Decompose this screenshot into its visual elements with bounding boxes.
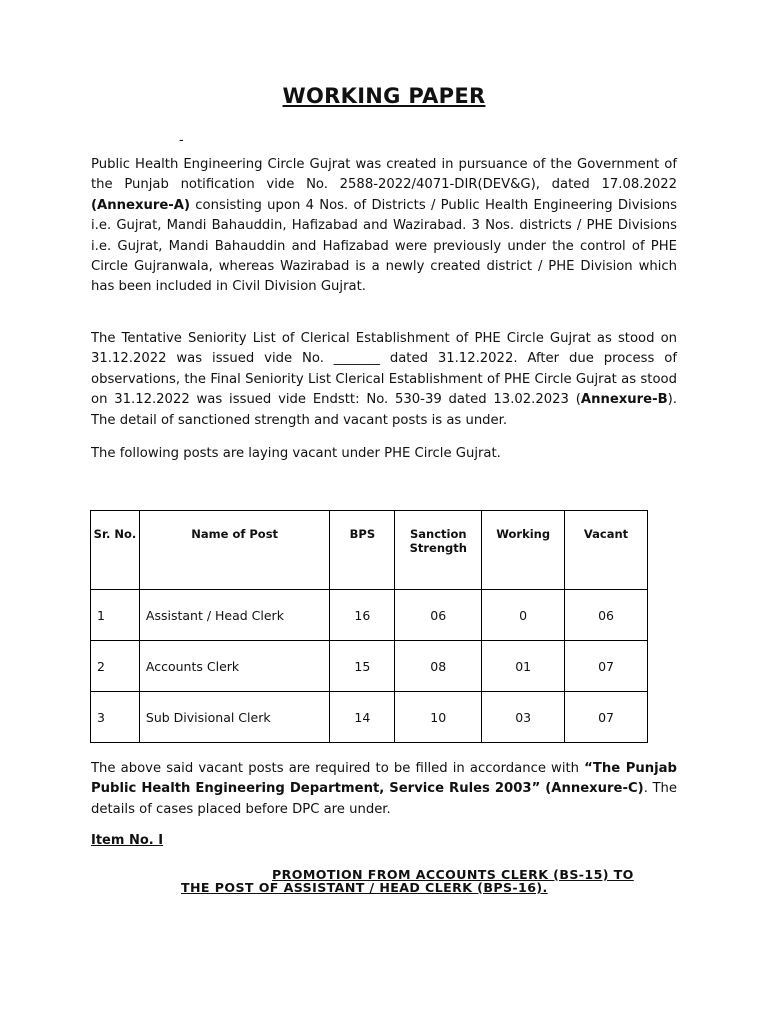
intro-paragraph [91, 155, 677, 298]
cell-sr: 2 [91, 641, 140, 692]
cell-working: 01 [482, 641, 565, 692]
vacant-posts-table [90, 510, 648, 743]
seniority-text-a: The Tentative Seniority List of Clerical Establishment of PHE Circle Gujrat as stood on 31.12.2022 was issued vide No. _______ dated 31.12.2022. After due process of observations, the Final Seniority List Clerical Establishment of PHE Circle Gujrat as stood on 31.12.2022 was issued vide Endstt: No. 530-39 dated 13.02.2023 ( [91, 331, 677, 408]
cell-sr: 3 [91, 692, 140, 743]
cell-post-name: Sub Divisional Clerk [139, 692, 330, 743]
cell-vacant: 06 [565, 590, 648, 641]
header-sanction-strength: Sanction Strength [395, 511, 482, 590]
intro-text-b: consisting upon 4 Nos. of Districts / Public Health Engineering Divisions i.e. Gujrat, Mandi Bahauddin, Hafizabad and Wazirabad. 3 Nos. districts / PHE Divisions i.e. Gujrat, Mandi Bahauddin and Hafizabad were previously under the control of PHE Circle Gujranwala, whereas Wazirabad is a newly created district / PHE Division which has been included in Civil Division Gujrat. [91, 197, 677, 295]
annexure-c-ref: “The Punjab Public Health Engineering Department, Service Rules 2003” (Annexure-C) [91, 761, 677, 797]
annexure-b-ref: Annexure-B [580, 392, 668, 408]
table-row [91, 692, 648, 743]
cell-sr: 1 [91, 590, 140, 641]
intro-text-a: Public Health Engineering Circle Gujrat was created in pursuance of the Government of the Punjab notification vide No. 2588-2022/4071-DIR(DEV&G), dated 17.08.2022 [91, 157, 677, 193]
cell-sanction: 06 [395, 590, 482, 641]
header-sr-no: Sr. No. [91, 511, 140, 590]
table-header-row [91, 511, 648, 590]
header-vacant: Vacant [565, 511, 648, 590]
table-row [91, 590, 648, 641]
annexure-a-ref: (Annexure-A) [91, 197, 191, 213]
cell-post-name: Accounts Clerk [139, 641, 330, 692]
cell-post-name: Assistant / Head Clerk [139, 590, 330, 641]
seniority-text-b: ). The detail of sanctioned strength and vacant posts is as under. [91, 392, 677, 428]
cell-working: 0 [482, 590, 565, 641]
promotion-heading-line1: PROMOTION FROM ACCOUNTS CLERK (BS-15) TO [272, 867, 634, 882]
cell-bps: 15 [330, 641, 395, 692]
cell-sanction: 10 [395, 692, 482, 743]
cell-working: 03 [482, 692, 565, 743]
seniority-paragraph [91, 329, 677, 431]
cell-vacant: 07 [565, 692, 648, 743]
rules-text-b: . The details of cases placed before DPC are under. [91, 781, 677, 817]
rules-text-a: The above said vacant posts are required to be filled in accordance with [91, 761, 585, 776]
vacant-posts-intro: The following posts are laying vacant under PHE Circle Gujrat. [91, 446, 501, 461]
page-title: WORKING PAPER [282, 84, 486, 108]
cell-vacant: 07 [565, 641, 648, 692]
cell-bps: 16 [330, 590, 395, 641]
dash-mark: - [179, 133, 184, 148]
cell-sanction: 08 [395, 641, 482, 692]
promotion-heading-line2: THE POST OF ASSISTANT / HEAD CLERK (BPS-16). [181, 880, 548, 895]
service-rules-paragraph [91, 759, 677, 820]
header-bps: BPS [330, 511, 395, 590]
header-working: Working [482, 511, 565, 590]
header-name-of-post: Name of Post [139, 511, 330, 590]
cell-bps: 14 [330, 692, 395, 743]
item-heading: Item No. I [91, 833, 164, 848]
table-row [91, 641, 648, 692]
